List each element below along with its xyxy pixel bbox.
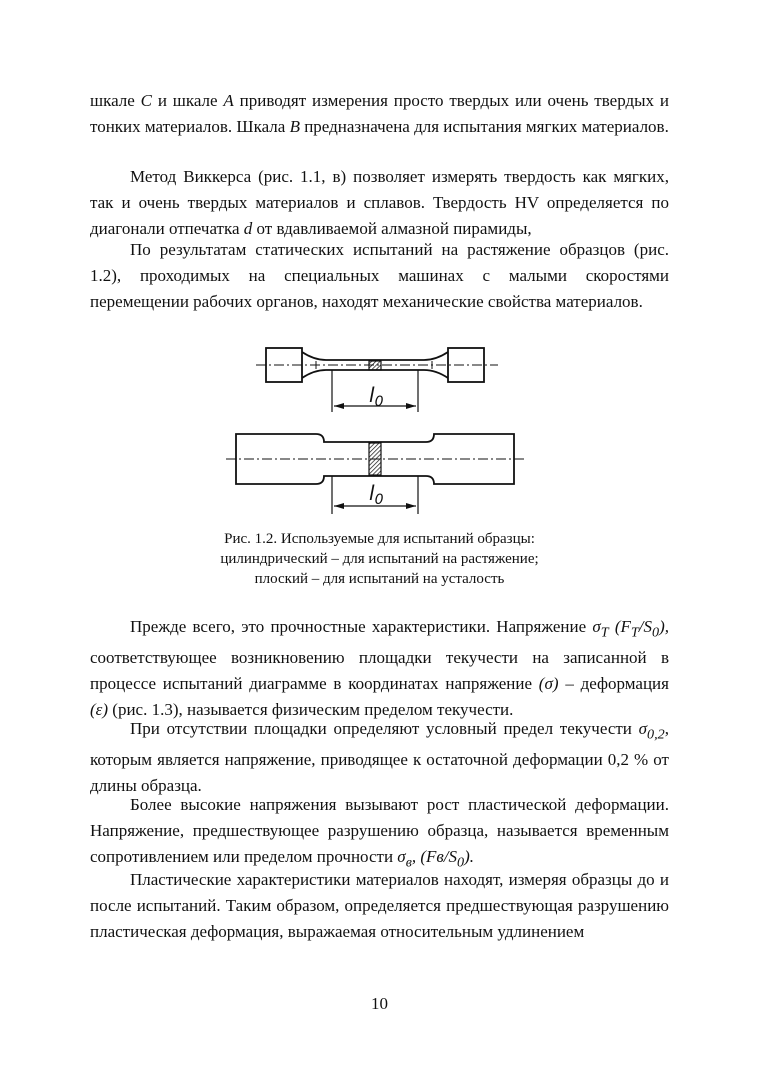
paragraph-7: Пластические характеристики материалов находят, измеряя образцы до и после испытаний. Таким образом, определяется предшествующая разрушению пластическая деформация, выражаемая относительным удлинением	[90, 870, 669, 941]
dimension-l0-top	[334, 383, 416, 410]
label-l-top: l	[369, 383, 375, 407]
paragraph-4: Прежде всего, это прочностные характеристики. Напряжение $\sigma_Т$ $(F_Т/S_0)$, соответствующее возникновению площадки текучести на записанной в процессе испытаний диаграмме в координатах напряжение (σ) – деформация (ε) (рис. 1.3), называется физическим пределом текучести.	[90, 617, 669, 720]
caption-line: Рис. 1.2. Используемые для испытаний образцы:	[224, 531, 535, 547]
caption-line: плоский – для испытаний на усталость	[254, 571, 505, 587]
label-l-bottom: l	[369, 481, 375, 505]
dimension-l0-bottom	[334, 481, 416, 509]
caption-line: цилиндрический – для испытаний на растяжение;	[220, 551, 539, 567]
label-sub-top: 0	[374, 394, 384, 410]
svg-text:l0	[369, 481, 384, 508]
label-sub-bottom: 0	[374, 492, 384, 508]
paragraph-6: Более высокие напряжения вызывают рост пластической деформации. Напряжение, предшествующее разрушению образца, называется временным сопротивлением или пределом прочности $\sigma_в$, $(Fв/S_0)$.	[90, 795, 669, 871]
specimen-figure	[220, 330, 540, 522]
paragraph-5: При отсутствии площадки определяют условный предел текучести $\sigma_{0,2}$, которым является напряжение, приводящее к остаточной деформации 0,2 % от длины образца.	[90, 719, 669, 796]
paragraph-2: Метод Виккерса (рис. 1.1, в) позволяет измерять твердость как мягких, так и очень твердых материалов и сплавов. Твердость HV определяется по диагонали отпечатка d от вдавливаемой алмазной пирамиды,	[90, 167, 669, 238]
paragraph-3: По результатам статических испытаний на растяжение образцов (рис. 1.2), проходимых на специальных машинах с малыми скоростями перемещении рабочих органов, находят механические свойства материалов.	[90, 240, 669, 311]
figure-caption	[120, 529, 639, 589]
paragraph-1: шкале C и шкале A приводят измерения просто твердых или очень твердых и тонких материалов. Шкала B предназначена для испытания мягких материалов.	[90, 91, 669, 136]
page-number: 10	[371, 994, 388, 1013]
svg-text:l0	[369, 383, 384, 410]
